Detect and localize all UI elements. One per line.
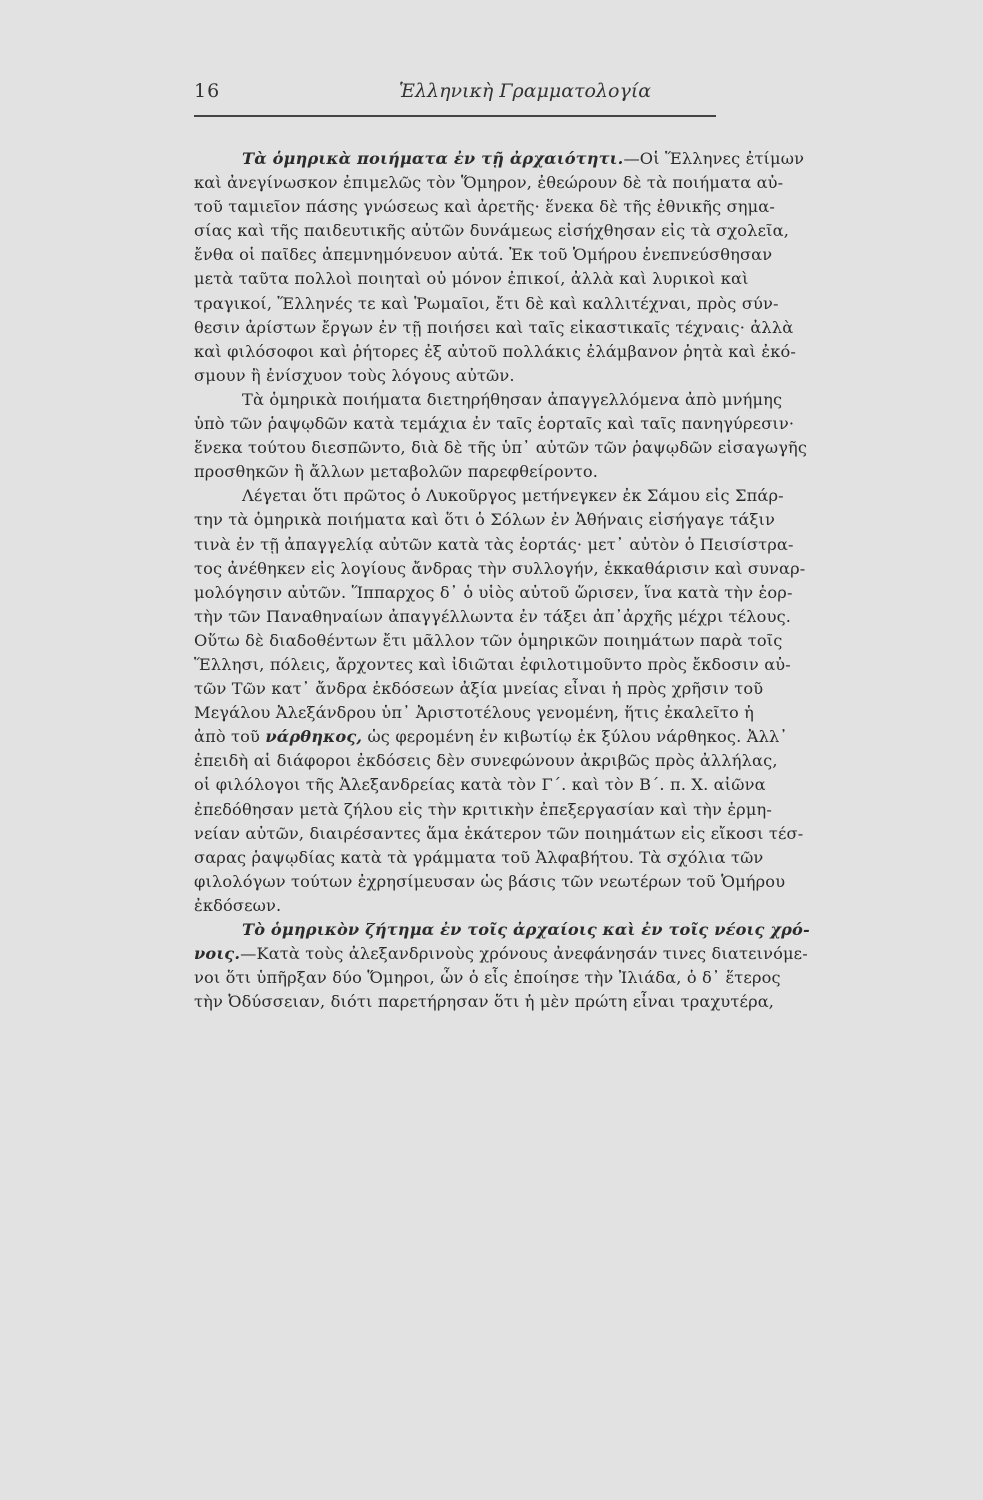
text-line: τὴν Ὀδύσσειαν, διότι παρετήρησαν ὅτι ἡ μὲν πρώτη εἶναι τραχυτέρα, bbox=[194, 992, 775, 1012]
emphasized-word: νάρθηκος, bbox=[265, 727, 363, 747]
text-line: ἐπειδὴ αἱ διάφοροι ἐκδόσεις δὲν συνεφώνουν ἀκριβῶς πρὸς ἀλλήλας, bbox=[194, 751, 778, 771]
text-line: τῶν Τῶν κατ᾽ ἄνδρα ἐκδόσεων ἀξία μνείας εἶναι ἡ πρὸς χρῆσιν τοῦ bbox=[194, 679, 764, 699]
text-line: οἱ φιλόλογοι τῆς Ἀλεξανδρείας κατὰ τὸν Γ΄. καὶ τὸν Β΄. π. Χ. αἰῶνα bbox=[194, 775, 766, 795]
text-line: Τὰ ὁμηρικὰ ποιήματα διετηρήθησαν ἀπαγγελλόμενα ἀπὸ μνήμης bbox=[242, 389, 783, 409]
section-heading-line bbox=[194, 147, 805, 171]
text-line: τος ἀνέθηκεν εἰς λογίους ἄνδρας τὴν συλλογήν, ἐκκαθάρισιν καὶ συναρ- bbox=[194, 558, 806, 578]
text-line: φιλολόγων τούτων ἐχρησίμευσαν ὡς βάσις τῶν νεωτέρων τοῦ Ὁμήρου bbox=[194, 871, 786, 891]
section-heading-cont: νοις. bbox=[194, 944, 241, 964]
text-line: ἐπεδόθησαν μετὰ ζήλου εἰς τὴν κριτικὴν ἐπεξεργασίαν καὶ τὴν ἑρμη- bbox=[194, 799, 772, 819]
text-line: τοῦ ταμιεῖον πάσης γνώσεως καὶ ἀρετῆς· ἕνεκα δὲ τῆς ἐθνικῆς σημα- bbox=[194, 197, 775, 217]
section-heading-line bbox=[194, 918, 810, 942]
text-line: καὶ ἀνεγίνωσκον ἐπιμελῶς τὸν Ὅμηρον, ἐθεώρουν δὲ τὰ ποιήματα αὐ- bbox=[194, 173, 784, 193]
text-line: σμουν ἢ ἐνίσχυον τοὺς λόγους αὐτῶν. bbox=[194, 365, 515, 385]
text-line: τινὰ ἐν τῇ ἀπαγγελίᾳ αὐτῶν κατὰ τὰς ἑορτάς· μετ᾽ αὐτὸν ὁ Πεισίστρα- bbox=[194, 534, 794, 554]
section-heading-line bbox=[194, 942, 808, 966]
text-line: μετὰ ταῦτα πολλοὶ ποιηταὶ οὐ μόνον ἐπικοί, ἀλλὰ καὶ λυρικοὶ καὶ bbox=[194, 269, 749, 289]
text-line: καὶ φιλόσοφοι καὶ ῥήτορες ἐξ αὐτοῦ πολλάκις ἐλάμβανον ῥητὰ καὶ ἐκό- bbox=[194, 341, 796, 361]
text-line: νείαν αὐτῶν, διαιρέσαντες ἅμα ἑκάτερον τῶν ποιημάτων εἰς εἴκοσι τέσ- bbox=[194, 823, 804, 843]
section-heading: Τὸ ὁμηρικὸν ζήτημα ἐν τοῖς ἀρχαίοις καὶ ἐν τοῖς νέοις χρό- bbox=[242, 920, 810, 939]
text-fragment: —Οἱ Ἕλληνες ἐτίμων bbox=[623, 149, 805, 168]
text-line: ἕνεκα τούτου διεσπῶντο, διὰ δὲ τῆς ὑπ᾽ αὐτῶν τῶν ῥαψῳδῶν εἰσαγωγῆς bbox=[194, 438, 808, 458]
text-line: Λέγεται ὅτι πρῶτος ὁ Λυκοῦργος μετήνεγκεν ἐκ Σάμου εἰς Σπάρ- bbox=[242, 486, 784, 506]
text-fragment: —Κατὰ τοὺς ἀλεξανδρινοὺς χρόνους ἀνεφάνησάν τινες διατεινόμε- bbox=[240, 944, 808, 964]
text-line: Ἕλλησι, πόλεις, ἄρχοντες καὶ ἰδιῶται ἐφιλοτιμοῦντο πρὸς ἔκδοσιν αὐ- bbox=[194, 654, 791, 674]
text-line: νοι ὅτι ὑπῆρξαν δύο Ὅμηροι, ὧν ὁ εἷς ἐποίησε τὴν Ἰλιάδα, ὁ δ᾽ ἕτερος bbox=[194, 968, 781, 988]
text-line: Μεγάλου Ἀλεξάνδρου ὑπ᾽ Ἀριστοτέλους γενομένη, ἥτις ἐκαλεῖτο ἡ bbox=[194, 703, 755, 723]
text-line: ἐκδόσεων. bbox=[194, 895, 282, 915]
text-line: την τὰ ὁμηρικὰ ποιήματα καὶ ὅτι ὁ Σόλων ἐν Ἀθήναις εἰσήγαγε τάξιν bbox=[194, 510, 776, 530]
text-line: ὑπὸ τῶν ῥαψῳδῶν κατὰ τεμάχια ἐν ταῖς ἑορταῖς καὶ ταῖς πανηγύρεσιν· bbox=[194, 414, 795, 434]
narthex-line bbox=[194, 725, 788, 749]
text-fragment: ἀπὸ τοῦ bbox=[194, 727, 266, 747]
running-title: Ἑλληνικὴ Γραμματολογία bbox=[399, 80, 652, 102]
text-line: σαρας ῥαψῳδίας κατὰ τὰ γράμματα τοῦ Ἀλφαβήτου. Τὰ σχόλια τῶν bbox=[194, 847, 764, 867]
text-line: μολόγησιν αὐτῶν. Ἵππαρχος δ᾽ ὁ υἱὸς αὐτοῦ ὥρισεν, ἵνα κατὰ τὴν ἑορ- bbox=[194, 582, 793, 602]
text-line: Οὕτω δὲ διαδοθέντων ἔτι μᾶλλον τῶν ὁμηρικῶν ποιημάτων παρὰ τοῖς bbox=[194, 630, 783, 650]
text-line: σίας καὶ τῆς παιδευτικῆς αὐτῶν δυνάμεως εἰσήχθησαν εἰς τὰ σχολεῖα, bbox=[194, 221, 790, 241]
section-heading: Τὰ ὁμηρικὰ ποιήματα ἐν τῇ ἀρχαιότητι. bbox=[242, 149, 624, 168]
header-rule bbox=[194, 115, 716, 117]
text-line: τραγικοί, Ἕλληνές τε καὶ Ῥωμαῖοι, ἔτι δὲ καὶ καλλιτέχναι, πρὸς σύν- bbox=[194, 293, 779, 313]
page-header bbox=[194, 80, 714, 110]
text-line: θεσιν ἀρίστων ἔργων ἐν τῇ ποιήσει καὶ ταῖς εἰκαστικαῖς τέχναις· ἀλλὰ bbox=[194, 317, 794, 337]
text-line: ἔνθα οἱ παῖδες ἀπεμνημόνευον αὐτά. Ἐκ τοῦ Ὁμήρου ἐνεπνεύσθησαν bbox=[194, 245, 773, 265]
text-line: τὴν τῶν Παναθηναίων ἀπαγγέλλωντα ἐν τάξει ἀπ᾽ἀρχῆς μέχρι τέλους. bbox=[194, 606, 792, 626]
text-fragment: ὡς φερομένη ἐν κιβωτίῳ ἐκ ξύλου νάρθηκος. Ἀλλ᾽ bbox=[362, 727, 788, 747]
text-line: προσθηκῶν ἢ ἄλλων μεταβολῶν παρεφθείροντο. bbox=[194, 462, 599, 482]
page-number: 16 bbox=[194, 80, 221, 102]
body-text bbox=[194, 147, 810, 1014]
